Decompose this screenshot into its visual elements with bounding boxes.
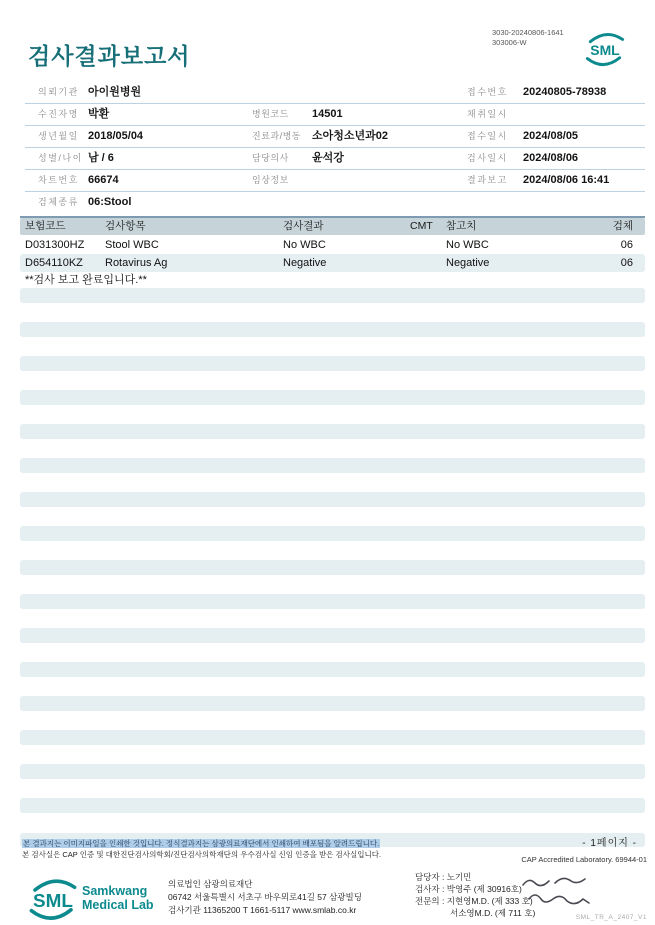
empty-row-stripe — [20, 424, 645, 439]
staff-doctor-label: 전문의 : — [415, 895, 445, 906]
field-label: 생년월일 — [38, 131, 79, 141]
org-name: 의료법인 삼광의료재단 — [168, 879, 253, 889]
field-value: 박환 — [88, 108, 110, 120]
field-label: 수진자명 — [38, 109, 79, 119]
empty-row-stripe — [20, 594, 645, 609]
field-label: 검사일시 — [467, 153, 508, 163]
result-specimen: 06 — [620, 257, 633, 269]
document-code-line1: 3030-20240806-1641 — [492, 28, 564, 37]
cap-accreditation-text: CAP Accredited Laboratory. 69944-01 — [521, 855, 647, 864]
field-label: 임상정보 — [252, 175, 289, 185]
field-value: 아이원병원 — [88, 86, 142, 98]
document-code-line2: 303006-W — [492, 37, 527, 47]
patient-info-table — [25, 82, 645, 213]
result-insurance-code: D654110KZ — [25, 257, 83, 269]
report-complete-note: **검사 보고 완료입니다.** — [25, 274, 147, 286]
col-header-result: 검사결과 — [283, 220, 324, 232]
footer-logo-text: SML — [33, 891, 73, 913]
sml-footer-logo-icon — [26, 876, 80, 925]
document-code — [492, 28, 564, 48]
col-header-specimen: 검체 — [612, 220, 633, 232]
field-label: 병원코드 — [252, 109, 289, 119]
empty-row-stripe — [20, 764, 645, 779]
result-reference: No WBC — [446, 239, 489, 251]
field-value: 2024/08/05 — [523, 130, 579, 142]
col-header-insurance-code: 보험코드 — [25, 220, 66, 232]
empty-row-stripe — [20, 322, 645, 337]
result-test-item: Rotavirus Ag — [105, 257, 168, 269]
org-contact: 검사기관 11365200 T 1661-5117 www.smlab.co.kr — [168, 905, 357, 916]
patient-row — [25, 148, 645, 170]
lab-name — [82, 884, 154, 913]
field-label: 차트번호 — [38, 175, 79, 185]
empty-row-stripe — [20, 492, 645, 507]
staff-manager-name: 노기민 — [446, 872, 472, 882]
field-label: 담당의사 — [252, 153, 289, 163]
field-value: 2024/08/06 16:41 — [523, 174, 610, 186]
page-number: - 1페이지 - — [582, 838, 637, 849]
result-value: Negative — [283, 257, 327, 269]
field-value: 14501 — [312, 108, 343, 120]
empty-row-stripe — [20, 356, 645, 371]
field-value: 윤석강 — [312, 152, 344, 164]
field-value: 2024/08/06 — [523, 152, 579, 164]
disclaimer-highlighted-text: 본 결과지는 이미지파일을 인쇄한 것입니다. 정식결과지는 삼광의료재단에서 인쇄하여 배포됨을 알려드립니다. — [23, 839, 380, 848]
logo-text: SML — [590, 41, 620, 58]
result-value: No WBC — [283, 239, 326, 251]
field-label: 의뢰기관 — [38, 87, 79, 97]
empty-row-stripe — [20, 730, 645, 745]
field-value: 소아청소년과02 — [312, 130, 388, 142]
result-reference: Negative — [446, 257, 490, 269]
field-label: 채취일시 — [467, 109, 508, 119]
empty-row-stripe — [20, 560, 645, 575]
staff-doctor1-name: 지현영M.D. (제 333 호) — [446, 895, 533, 906]
result-test-item: Stool WBC — [105, 239, 159, 251]
patient-row — [25, 82, 645, 104]
result-row — [20, 236, 645, 254]
field-value: 남 / 6 — [88, 152, 114, 164]
organization-info — [168, 878, 362, 918]
field-label: 진료과/병동 — [252, 131, 301, 141]
field-label: 성별/나이 — [38, 153, 83, 163]
patient-row — [25, 170, 645, 192]
col-header-cmt: CMT — [410, 220, 433, 232]
org-address: 06742 서울특별시 서초구 바우뫼로41길 57 삼광빌딩 — [168, 892, 362, 903]
field-value: 2018/05/04 — [88, 130, 144, 142]
form-version: SML_TR_A_2407_V1 — [575, 914, 647, 921]
empty-row-stripe — [20, 526, 645, 541]
result-row — [20, 254, 645, 272]
disclaimer-line2: 본 검사실은 CAP 인증 및 대한진단검사의학회/진단검사의학재단의 우수검사실 신임 인증을 받은 검사실입니다. — [22, 850, 382, 859]
field-label: 접수일시 — [467, 131, 508, 141]
field-label: 검체종류 — [38, 197, 79, 207]
staff-tester-name: 박영주 (제 30916호) — [446, 883, 522, 894]
field-value: 20240805-78938 — [523, 86, 607, 98]
page-title: 검사결과보고서 — [28, 43, 191, 69]
empty-row-stripe — [20, 798, 645, 813]
empty-row-stripe — [20, 390, 645, 405]
staff-manager-label: 담당자 : — [415, 872, 445, 882]
field-value: 66674 — [88, 174, 119, 186]
staff-tester-label: 검사자 : — [415, 883, 445, 894]
lab-name-line1: Samkwang — [82, 884, 148, 898]
empty-row-stripe — [20, 458, 645, 473]
patient-row — [25, 126, 645, 148]
field-label: 접수번호 — [467, 87, 508, 97]
result-specimen: 06 — [620, 239, 633, 251]
result-insurance-code: D031300HZ — [25, 239, 85, 251]
sml-logo-icon — [583, 30, 627, 73]
col-header-reference: 참고치 — [446, 220, 477, 232]
col-header-test-item: 검사항목 — [105, 220, 146, 232]
staff-doctor2-name: 서소영M.D. (제 711 호) — [450, 907, 536, 918]
disclaimer-line1 — [22, 839, 380, 849]
patient-row — [25, 104, 645, 126]
field-value: 06:Stool — [88, 196, 132, 208]
field-label: 결과보고 — [467, 175, 508, 185]
empty-stripes — [20, 288, 645, 832]
lab-name-line2: Medical Lab — [82, 898, 154, 913]
empty-row-stripe — [20, 696, 645, 711]
empty-row-stripe — [20, 288, 645, 303]
patient-row — [25, 192, 645, 213]
empty-row-stripe — [20, 628, 645, 643]
empty-row-stripe — [20, 662, 645, 677]
results-table-header — [20, 218, 645, 235]
